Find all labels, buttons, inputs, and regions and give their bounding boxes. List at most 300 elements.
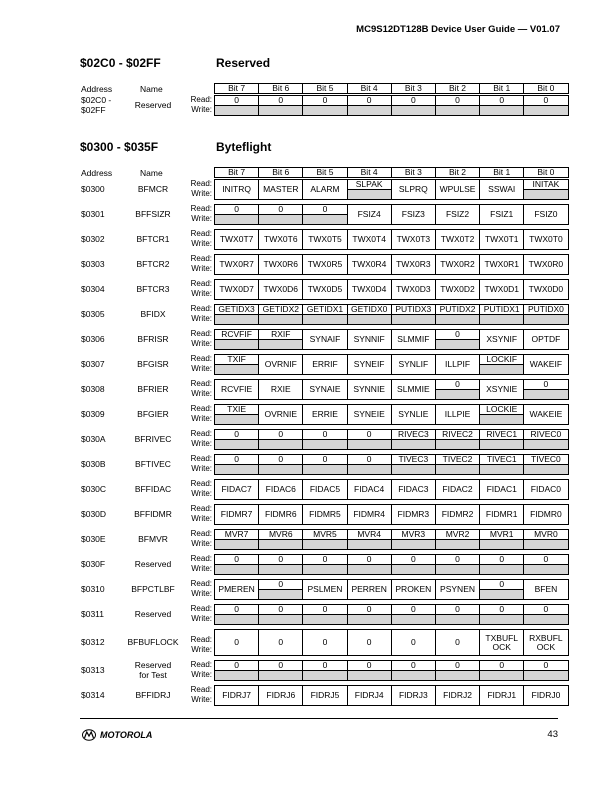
bit-cell: FIDAC3 [391, 480, 435, 500]
bit-cell: FIDMR4 [347, 505, 391, 525]
bit-cell-write-shaded [259, 671, 303, 681]
read-label: Read: [190, 604, 212, 613]
bit-cell-read: TIVEC0 [524, 455, 568, 465]
bit-cell-read: MVR5 [303, 530, 347, 540]
bit-cell-read: 0 [303, 605, 347, 615]
register-name: BFTCR3 [136, 284, 170, 294]
bit-cell-read: 0 [259, 96, 303, 106]
bit-cell: FIDAC0 [524, 480, 568, 500]
register-address: $0311 [81, 609, 105, 619]
register-row [214, 329, 569, 350]
bit-cell: FIDMR0 [524, 505, 568, 525]
bit-cell-write-shaded [215, 365, 259, 375]
write-label: Write: [191, 614, 212, 623]
bit-header: Bit 5 [303, 168, 347, 178]
bit-cell-read: MVR7 [215, 530, 259, 540]
bit-cell: SLPRQ [391, 180, 435, 200]
bit-cell-read: 0 [259, 205, 303, 215]
bit-cell-read: GETIDX0 [347, 305, 391, 315]
bit-cell-write-shaded [480, 615, 524, 625]
bit-cell-write-shaded [391, 465, 435, 475]
bit-cell-write-shaded [259, 615, 303, 625]
register-row [214, 229, 569, 250]
bit-header: Bit 1 [480, 84, 524, 94]
bit-cell-read: 0 [480, 605, 524, 615]
bit-cell-write-shaded [435, 465, 479, 475]
bit-cell-read: 0 [480, 661, 524, 671]
bit-cell-write-shaded [303, 106, 347, 116]
bit-cell-write-shaded [215, 540, 259, 550]
bit-cell-write-shaded [435, 615, 479, 625]
bit-cell-read: 0 [347, 430, 391, 440]
bit-cell-write-shaded [480, 440, 524, 450]
register-name: BFFIDAC [134, 484, 172, 494]
bit-cell: OVRNIE [259, 405, 303, 425]
register-address: $0305 [81, 309, 105, 319]
bit-cell: ALARM [303, 180, 347, 200]
running-header: MC9S12DT128B Device User Guide — V01.07 [356, 24, 560, 35]
bit-cell-write-shaded [215, 615, 259, 625]
bit-cell: TWX0D7 [215, 280, 259, 300]
register-address: $0303 [81, 259, 105, 269]
bit-cell-read: GETIDX3 [215, 305, 259, 315]
bit-cell-write-shaded [524, 190, 568, 200]
bit-cell: WAKEIF [524, 355, 568, 375]
register-row [214, 95, 569, 116]
bit-cell: FIDMR7 [215, 505, 259, 525]
register-row [214, 529, 569, 550]
motorola-logo [82, 729, 152, 741]
bit-cell: FSIZ0 [524, 205, 568, 225]
write-label: Write: [191, 489, 212, 498]
logo-text: MOTOROLA [100, 730, 153, 740]
bit-cell: SLMMIF [391, 330, 435, 350]
bit-cell-write-shaded [259, 565, 303, 575]
bit-cell-read: 0 [480, 96, 524, 106]
bit-cell: TWX0T6 [259, 230, 303, 250]
bit-cell-write-shaded [391, 615, 435, 625]
bit-cell: WPULSE [435, 180, 479, 200]
write-label: Write: [191, 339, 212, 348]
bit-cell: TWX0R5 [303, 255, 347, 275]
bit-cell: TWX0T3 [391, 230, 435, 250]
bit-header: Bit 0 [524, 84, 568, 94]
bit-cell: TWX0D6 [259, 280, 303, 300]
bit-cell: PSYNEN [435, 580, 479, 600]
bit-cell: SYNEIE [347, 405, 391, 425]
bit-cell-read: 0 [259, 430, 303, 440]
bit-cell-write-shaded [435, 106, 479, 116]
bit-cell: ERRIF [303, 355, 347, 375]
bit-cell-write-shaded [303, 540, 347, 550]
bit-cell: MASTER [259, 180, 303, 200]
bit-cell-write-shaded [480, 106, 524, 116]
read-label: Read: [190, 229, 212, 238]
bit-cell: TWX0D0 [524, 280, 568, 300]
bit-cell-write-shaded [347, 615, 391, 625]
write-label: Write: [191, 695, 212, 704]
bit-cell-write-shaded [391, 671, 435, 681]
bit-cell: FIDRJ6 [259, 686, 303, 706]
bit-cell-read: 0 [215, 205, 259, 215]
bit-cell: FIDMR3 [391, 505, 435, 525]
bit-cell-read: TXIF [215, 355, 259, 365]
bit-cell-write-shaded [391, 315, 435, 325]
bit-cell: FIDRJ3 [391, 686, 435, 706]
bit-cell-read: RXIF [259, 330, 303, 340]
bit-cell-write-shaded [524, 465, 568, 475]
bit-cell: XSYNIE [480, 380, 524, 400]
register-row [214, 254, 569, 275]
bit-cell-write-shaded [524, 540, 568, 550]
bit-cell: TWX0T4 [347, 230, 391, 250]
bit-cell: ILLPIF [435, 355, 479, 375]
bit-cell-write-shaded [303, 565, 347, 575]
bit-cell-write-shaded [259, 106, 303, 116]
register-address: $030D [81, 509, 107, 519]
motorola-batwing-icon [82, 729, 96, 741]
bit-cell: SYNNIE [347, 380, 391, 400]
bit-header: Bit 7 [215, 168, 259, 178]
read-label: Read: [190, 429, 212, 438]
register-row [214, 379, 569, 400]
bit-cell-write-shaded [259, 540, 303, 550]
read-label: Read: [190, 95, 212, 104]
bit-cell: FIDRJ2 [435, 686, 479, 706]
bit-cell-read: 0 [524, 555, 568, 565]
bit-header: Bit 2 [435, 84, 479, 94]
read-label: Read: [190, 179, 212, 188]
bit-cell-write-shaded [347, 315, 391, 325]
bit-header: Bit 4 [347, 168, 391, 178]
address-column-header: Address [81, 84, 113, 94]
bit-cell-write-shaded [524, 671, 568, 681]
bit-cell-read: 0 [303, 455, 347, 465]
bit-header: Bit 7 [215, 84, 259, 94]
bit-cell-write-shaded [435, 315, 479, 325]
register-row [214, 404, 569, 425]
bit-header: Bit 6 [259, 168, 303, 178]
read-label: Read: [190, 635, 212, 644]
write-label: Write: [191, 389, 212, 398]
bit-cell: SYNLIF [391, 355, 435, 375]
bit-cell: PERREN [347, 580, 391, 600]
bit-cell-read: 0 [347, 661, 391, 671]
bit-cell: FSIZ3 [391, 205, 435, 225]
section-title: Reserved [216, 56, 271, 70]
bit-cell: WAKEIE [524, 405, 568, 425]
bit-cell-read: TIVEC3 [391, 455, 435, 465]
bit-cell-write-shaded [391, 440, 435, 450]
bit-cell-read: PUTIDX0 [524, 305, 568, 315]
register-address: $030B [81, 459, 106, 469]
bit-cell-write-shaded [391, 540, 435, 550]
bit-cell-write-shaded [524, 565, 568, 575]
register-row [214, 429, 569, 450]
bit-cell-read: RCVFIF [215, 330, 259, 340]
bit-cell: FIDRJ4 [347, 686, 391, 706]
write-label: Write: [191, 539, 212, 548]
bit-cell: OPTDF [524, 330, 568, 350]
bit-cell-write-shaded [259, 340, 303, 350]
bit-cell-read: 0 [347, 605, 391, 615]
bit-cell-read: 0 [303, 205, 347, 215]
bit-cell: FIDMR1 [480, 505, 524, 525]
register-address: $030A [81, 434, 106, 444]
register-name: BFFIDMR [134, 509, 172, 519]
bit-cell-read: RIVEC3 [391, 430, 435, 440]
bit-cell: FSIZ4 [347, 205, 391, 225]
register-row [214, 685, 569, 706]
bit-cell-read: PUTIDX3 [391, 305, 435, 315]
register-address: $030F [81, 559, 106, 569]
bit-cell: TWX0R3 [391, 255, 435, 275]
bit-cell-write-shaded [524, 106, 568, 116]
bit-header: Bit 3 [391, 84, 435, 94]
bit-cell-read: 0 [215, 96, 259, 106]
bit-cell-write-shaded [347, 565, 391, 575]
bit-cell-read: 0 [303, 430, 347, 440]
bit-cell: FIDMR5 [303, 505, 347, 525]
register-row [214, 279, 569, 300]
read-label: Read: [190, 554, 212, 563]
bit-cell-read: MVR3 [391, 530, 435, 540]
bit-cell-write-shaded [347, 465, 391, 475]
register-name: BFPCTLBF [131, 584, 175, 594]
register-address: $0310 [81, 584, 105, 594]
bit-cell-read: 0 [215, 661, 259, 671]
bit-cell-read: 0 [259, 605, 303, 615]
register-row [214, 179, 569, 200]
bit-cell-read: 0 [347, 96, 391, 106]
register-row [214, 604, 569, 625]
bit-cell-write-shaded [215, 215, 259, 225]
bit-cell-write-shaded [480, 540, 524, 550]
write-label: Write: [191, 670, 212, 679]
bit-cell-write-shaded [480, 315, 524, 325]
bit-cell: PSLMEN [303, 580, 347, 600]
register-row [214, 579, 569, 600]
bit-cell: SLMMIE [391, 380, 435, 400]
bit-cell: RXIE [259, 380, 303, 400]
bit-cell: 0 [215, 630, 259, 656]
bit-cell: TWX0D3 [391, 280, 435, 300]
bit-cell: TWX0T1 [480, 230, 524, 250]
write-label: Write: [191, 239, 212, 248]
register-address: $030C [81, 484, 107, 494]
bit-cell-write-shaded [480, 590, 524, 600]
register-row [214, 554, 569, 575]
register-name: BFGISR [137, 359, 169, 369]
bit-cell-write-shaded [480, 565, 524, 575]
register-address: $0314 [81, 690, 105, 700]
bit-cell-write-shaded [391, 106, 435, 116]
bit-cell: FIDRJ5 [303, 686, 347, 706]
write-label: Write: [191, 464, 212, 473]
bit-cell-read: RIVEC2 [435, 430, 479, 440]
bit-cell-read: MVR6 [259, 530, 303, 540]
bit-cell: SSWAI [480, 180, 524, 200]
bit-cell-write-shaded [435, 540, 479, 550]
bit-cell-read: 0 [259, 661, 303, 671]
bit-cell: TWX0D5 [303, 280, 347, 300]
register-name: Reserved [134, 609, 172, 619]
bit-cell-read: RIVEC1 [480, 430, 524, 440]
write-label: Write: [191, 289, 212, 298]
register-name: BFTCR2 [136, 259, 170, 269]
bit-cell-read: GETIDX2 [259, 305, 303, 315]
bit-cell: 0 [435, 630, 479, 656]
bit-cell-read: 0 [435, 380, 479, 390]
bit-cell: RXBUFL OCK [524, 630, 568, 656]
bit-cell-read: 0 [435, 96, 479, 106]
bit-cell: BFEN [524, 580, 568, 600]
bit-cell-write-shaded [215, 565, 259, 575]
read-label: Read: [190, 479, 212, 488]
bit-cell-write-shaded [347, 106, 391, 116]
bit-cell-write-shaded [435, 565, 479, 575]
footer-rule [80, 718, 558, 719]
register-row [214, 204, 569, 225]
write-label: Write: [191, 314, 212, 323]
bit-cell: TWX0R2 [435, 255, 479, 275]
register-address: $0301 [81, 209, 105, 219]
bit-cell: TXBUFL OCK [480, 630, 524, 656]
register-address: $02C0 - $02FF [81, 95, 112, 115]
bit-header-row [214, 83, 569, 94]
register-name: BFMVR [138, 534, 168, 544]
bit-cell: 0 [303, 630, 347, 656]
bit-cell: PMEREN [215, 580, 259, 600]
bit-cell: FIDAC4 [347, 480, 391, 500]
bit-cell: INITRQ [215, 180, 259, 200]
read-label: Read: [190, 329, 212, 338]
address-column-header: Address [81, 168, 113, 178]
bit-cell-read: 0 [435, 555, 479, 565]
bit-cell-write-shaded [259, 215, 303, 225]
bit-cell-read: 0 [391, 555, 435, 565]
bit-cell: SYNNIF [347, 330, 391, 350]
bit-cell-read: 0 [391, 96, 435, 106]
bit-cell-read: MVR4 [347, 530, 391, 540]
bit-header: Bit 5 [303, 84, 347, 94]
register-address: $0308 [81, 384, 105, 394]
bit-cell-read: RIVEC0 [524, 430, 568, 440]
bit-cell-read: 0 [524, 96, 568, 106]
bit-cell-read: 0 [524, 380, 568, 390]
bit-cell-write-shaded [215, 671, 259, 681]
write-label: Write: [191, 439, 212, 448]
bit-cell-write-shaded [435, 340, 479, 350]
bit-cell: FIDMR2 [435, 505, 479, 525]
write-label: Write: [191, 589, 212, 598]
bit-cell: SYNLIE [391, 405, 435, 425]
bit-cell: TWX0T7 [215, 230, 259, 250]
bit-cell-read: MVR0 [524, 530, 568, 540]
bit-cell-read: 0 [259, 580, 303, 590]
bit-cell-read: TIVEC1 [480, 455, 524, 465]
name-column-header: Name [140, 168, 163, 178]
bit-cell-write-shaded [215, 106, 259, 116]
bit-header: Bit 2 [435, 168, 479, 178]
bit-cell-write-shaded [347, 190, 391, 200]
bit-cell-write-shaded [303, 315, 347, 325]
bit-cell: FIDAC1 [480, 480, 524, 500]
bit-cell-write-shaded [215, 315, 259, 325]
bit-cell-write-shaded [259, 440, 303, 450]
bit-cell-write-shaded [259, 590, 303, 600]
bit-cell: XSYNIF [480, 330, 524, 350]
write-label: Write: [191, 189, 212, 198]
bit-cell-read: 0 [480, 580, 524, 590]
bit-cell-read: 0 [303, 555, 347, 565]
read-label: Read: [190, 279, 212, 288]
register-name: BFRIVEC [134, 434, 172, 444]
bit-cell-write-shaded [303, 615, 347, 625]
register-name: BFMCR [137, 184, 169, 194]
bit-cell-write-shaded [215, 415, 259, 425]
register-name: BFBUFLOCK [127, 637, 179, 647]
register-row [214, 479, 569, 500]
bit-cell-read: SLPAK [347, 180, 391, 190]
bit-cell-write-shaded [215, 465, 259, 475]
register-address: $0302 [81, 234, 105, 244]
bit-cell-read: INITAK [524, 180, 568, 190]
bit-cell: TWX0T0 [524, 230, 568, 250]
bit-cell-write-shaded [480, 365, 524, 375]
bit-cell: ILLPIE [435, 405, 479, 425]
bit-cell-write-shaded [215, 340, 259, 350]
bit-cell: TWX0R0 [524, 255, 568, 275]
read-label: Read: [190, 685, 212, 694]
bit-cell: TWX0D1 [480, 280, 524, 300]
bit-cell-write-shaded [347, 671, 391, 681]
register-name: BFTCR1 [136, 234, 170, 244]
bit-cell-read: 0 [259, 555, 303, 565]
register-row [214, 354, 569, 375]
register-address: $0309 [81, 409, 105, 419]
bit-header: Bit 6 [259, 84, 303, 94]
bit-cell-read: 0 [524, 605, 568, 615]
bit-cell: OVRNIF [259, 355, 303, 375]
bit-cell: SYNEIF [347, 355, 391, 375]
bit-cell-read: 0 [303, 96, 347, 106]
bit-cell-write-shaded [259, 465, 303, 475]
write-label: Write: [191, 564, 212, 573]
bit-cell-read: 0 [215, 555, 259, 565]
bit-cell: FIDAC7 [215, 480, 259, 500]
bit-cell: 0 [391, 630, 435, 656]
bit-cell: SYNAIF [303, 330, 347, 350]
bit-cell-write-shaded [480, 465, 524, 475]
read-label: Read: [190, 354, 212, 363]
bit-cell: TWX0D2 [435, 280, 479, 300]
read-label: Read: [190, 504, 212, 513]
register-address: $0304 [81, 284, 105, 294]
bit-cell-read: 0 [347, 455, 391, 465]
bit-cell-read: PUTIDX1 [480, 305, 524, 315]
register-row [214, 660, 569, 681]
bit-cell-write-shaded [435, 440, 479, 450]
bit-cell: FSIZ1 [480, 205, 524, 225]
write-label: Write: [191, 514, 212, 523]
write-label: Write: [191, 364, 212, 373]
register-name: BFFSIZR [135, 209, 171, 219]
register-name: BFRIER [137, 384, 169, 394]
bit-cell: FIDRJ1 [480, 686, 524, 706]
register-row [214, 504, 569, 525]
bit-cell-read: TIVEC2 [435, 455, 479, 465]
